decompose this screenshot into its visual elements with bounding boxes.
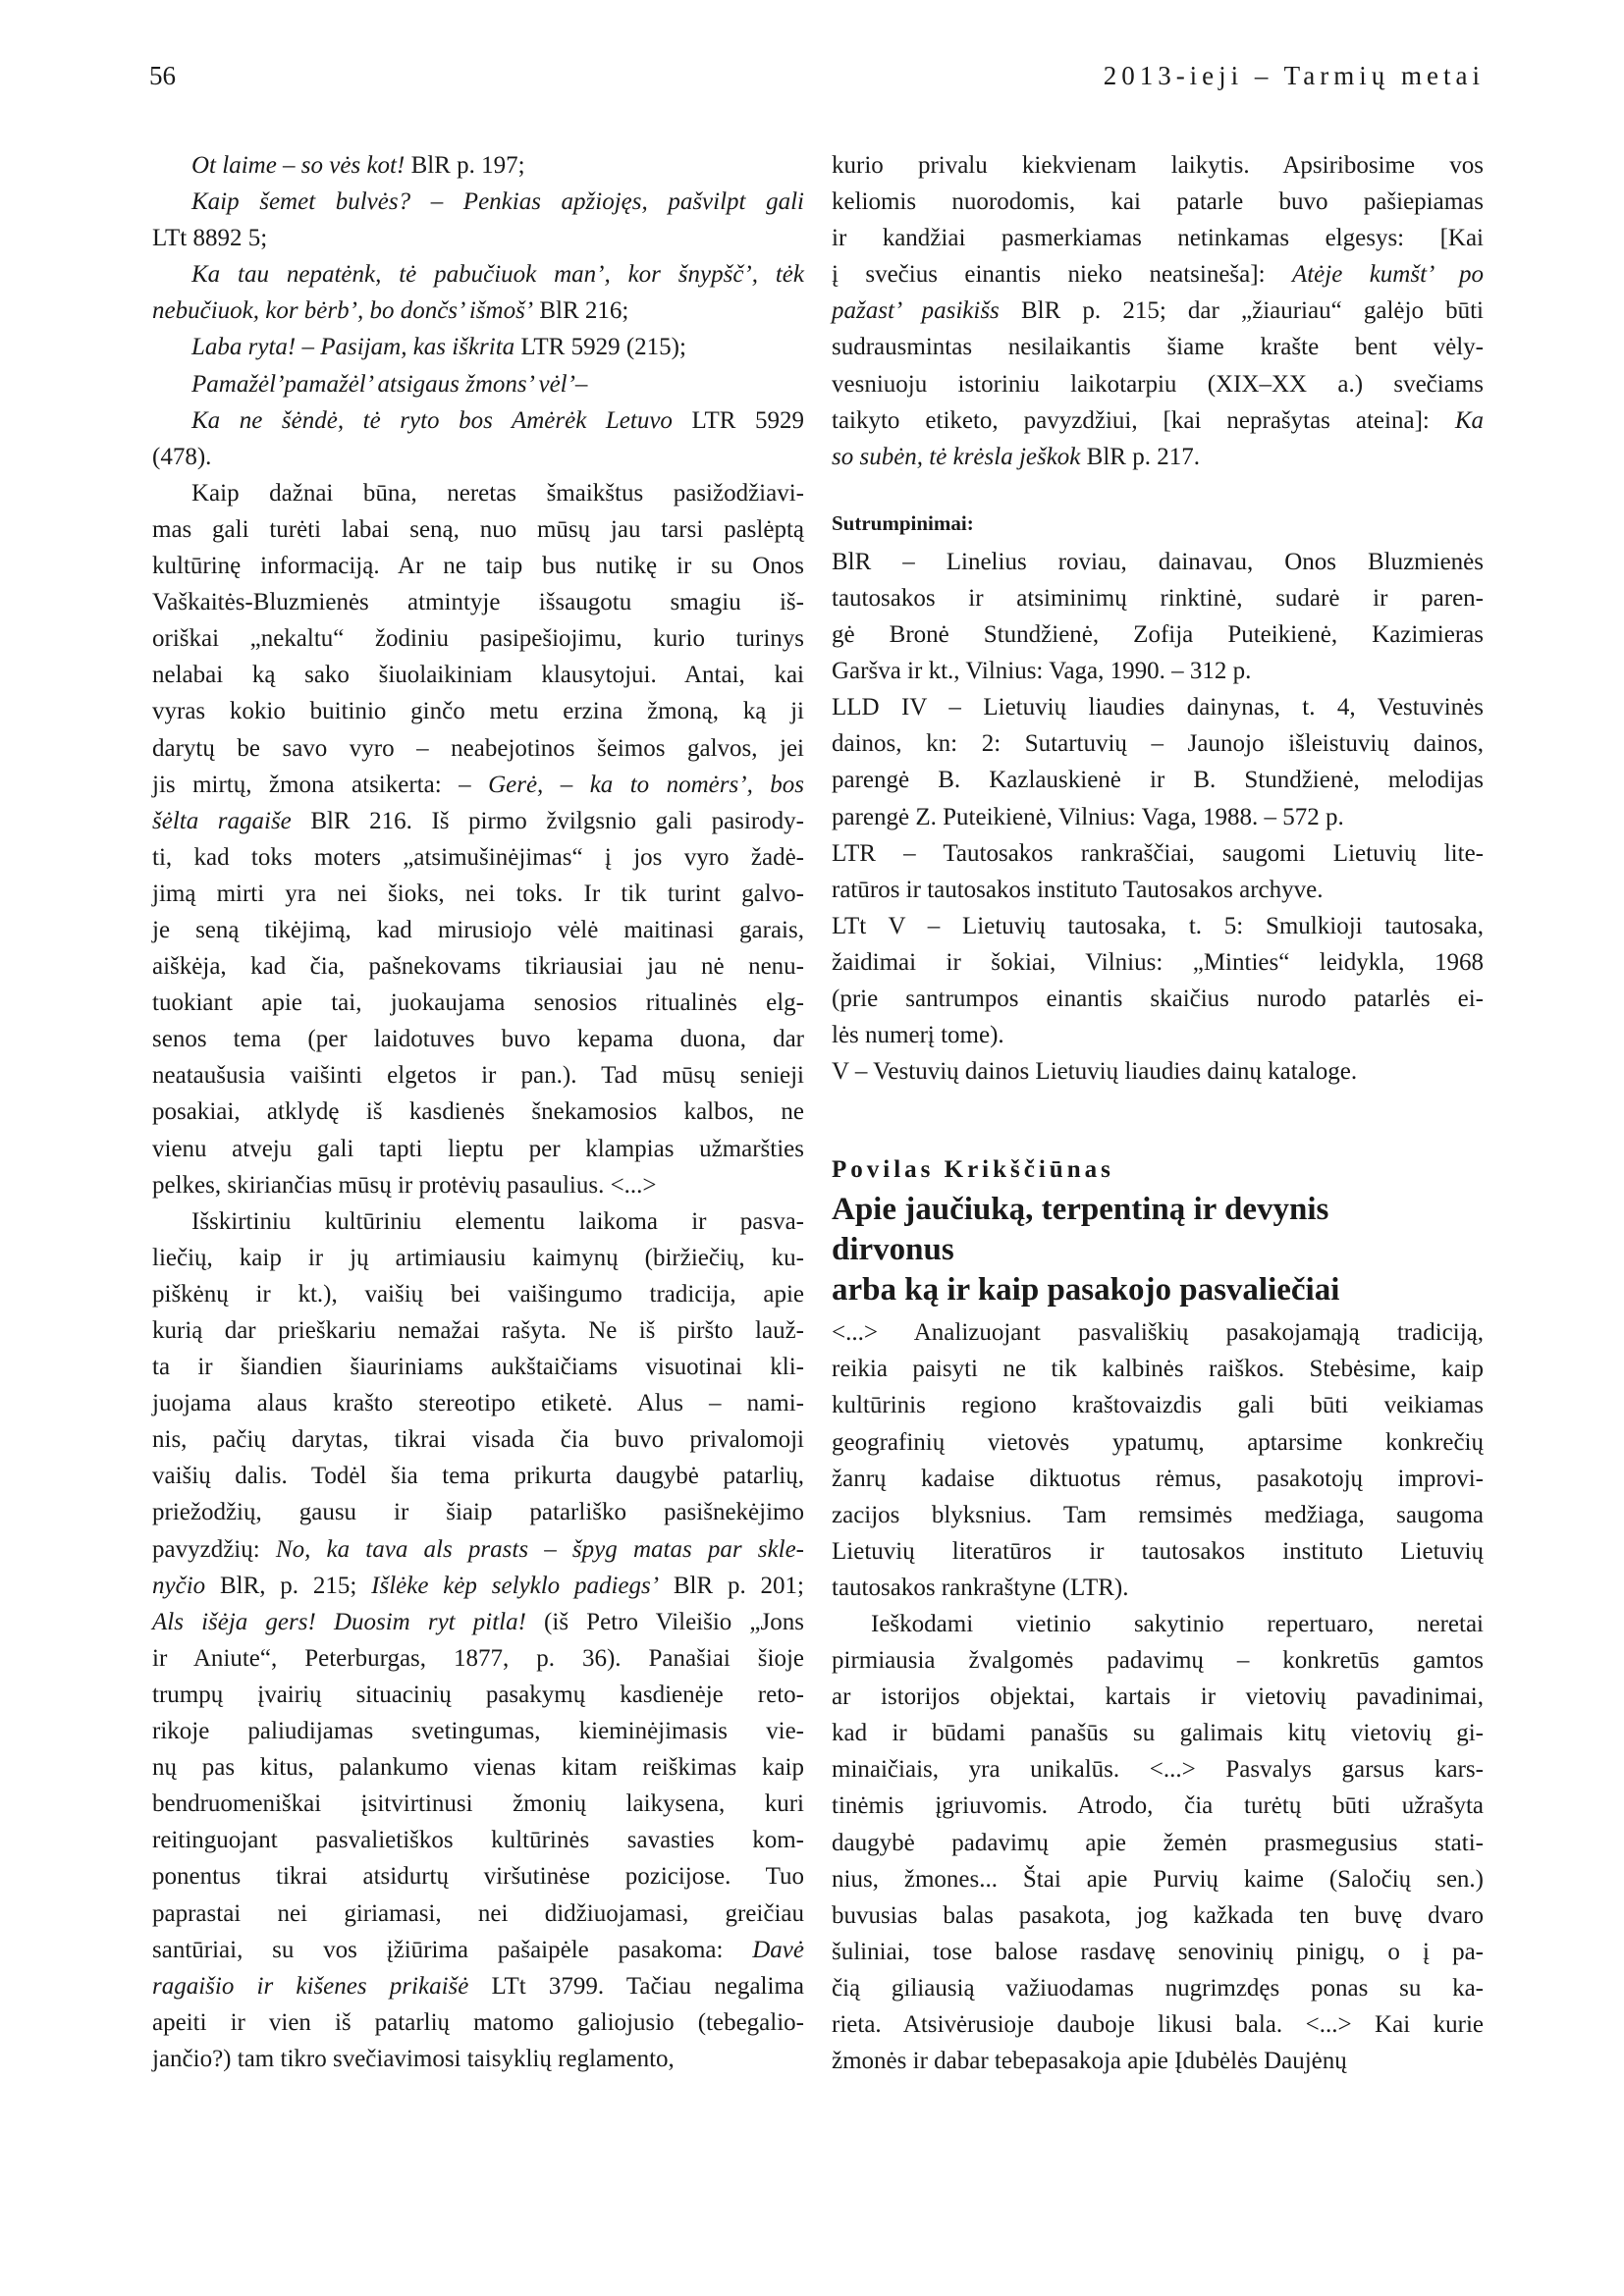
text-line: LTR – Tautosakos rankraščiai, saugomi Lietuvių lite- [832,839,1484,867]
text-line: ar istorijos objektai, kartais ir vietovių pavadinimai, [832,1683,1484,1711]
text-line: gė Bronė Stundžienė, Zofija Puteikienė, Kazimieras [832,621,1484,649]
text-line: (prie santrumpos einantis skaičius nurodo patarlės ei- [832,985,1484,1012]
proverb-item [152,366,804,402]
body-paragraph [152,1203,804,2077]
text-line: kultūrinę informaciją. Ar ne taip bus nutikę ir su Onos [152,553,804,580]
text-line: tautosakos ir atsiminimų rinktinė, sudarė ir paren- [832,584,1484,612]
text-line: rieta. Atsivėrusioje dauboje likusi bala. <...> Kai kurie [832,2011,1484,2039]
text-line: (478). [152,443,212,470]
text-line: reikia paisyti ne tik kalbinės raiškos. Stebėsime, kaip [832,1356,1484,1383]
text-line: Vaškaitės-Bluzmienės atmintyje išsaugotu smagiu iš- [152,589,804,616]
text-line: Pamažėl’pamažėl’ atsigaus žmons’ vėl’– [191,370,588,398]
text-line: Laba ryta! – Pasijam, kas iškrita LTR 5929 (215); [191,334,686,361]
text-line: lės numerį tome). [832,1022,1004,1049]
text-line: priežodžių, gausu ir šiaip patarliško pasišnekėjimo [152,1499,804,1526]
text-line: Garšva ir kt., Vilnius: Vaga, 1990. – 312 p. [832,658,1252,685]
text-line: buvusias balas pasakota, jog kažkada ten buvę dvaro [832,1901,1484,1929]
text-line: posakiai, atklydę iš kasdienės šnekamosios kalbos, ne [152,1098,804,1126]
text-line: kurią dar prieškariu nemažai rašyta. Ne iš piršto lauž- [152,1317,804,1344]
abbreviations-list [832,544,1484,1090]
body-paragraph [832,1314,1484,1606]
body-paragraph [832,147,1484,475]
text-line: darytų be savo vyro – neabejotinos šeimos galvos, jei [152,734,804,762]
text-line: Ieškodami vietinio sakytinio repertuaro, neretai [871,1611,1484,1637]
text-line: Ka ne šėndė, tė ryto bos Amėrėk Letuvo LTR 5929 [191,406,805,434]
text-line: pirmiausia žvalgomės padavimų – konkretūs gamtos [832,1647,1484,1675]
abbreviation-entry [832,835,1484,908]
text-line: vienu atveju gali tapti lieptu per klampias užmaršties [152,1135,804,1162]
text-line: je seną tikėjimą, kad mirusiojo vėlė maitinasi garais, [152,916,804,943]
proverb-item [152,184,804,256]
proverb-item [152,329,804,365]
proverb-item [152,402,804,475]
text-line: ir Aniute“, Peterburgas, 1877, p. 36). Panašiai šioje [152,1644,804,1672]
text-line: šuliniai, tose balose rasdavę senovinių pinigų, o į pa- [832,1938,1484,1965]
text-line: kurio privalu kiekvienam laikytis. Apsiribosime vos [832,152,1484,179]
text-line: vyras kokio buitinio ginčo metu erzina žmoną, ką ji [152,698,804,725]
text-line: kad ir būdami panašūs su galimais kitų vietovių gi- [832,1720,1484,1747]
text-line: minaičiais, yra unikalūs. <...> Pasvalys garsus kars- [832,1756,1484,1784]
proverb-item [152,147,804,184]
text-line: nebučiuok, kor bėrb’, bo dončs’ išmoš’ BlR 216; [152,297,629,325]
text-line: taikyto etiketo, pavyzdžiui, [kai neprašytas ateina]: Ka [832,406,1484,434]
text-line: nius, žmones... Štai apie Purvių kaime (Saločių sen.) [832,1865,1484,1893]
text-line: Ka tau nepatėnk, tė pabučiuok man’, kor šnypšč’, tėk [191,261,804,289]
title-line: Apie jaučiuką, terpentiną ir devynis [832,1192,1329,1228]
text-line: LTt 8892 5; [152,225,268,252]
continuation-paragraph [832,147,1484,475]
text-line: pavyzdžių: No, ka tava als prasts – špyg matas par skle- [152,1535,804,1563]
text-line: Ot laime – so vės kot! BlR p. 197; [191,152,525,179]
page-number: 56 [149,61,176,90]
article-body [832,1314,1484,2079]
text-line: trumpų įvairių situacinių pasakymų kasdienėje reto- [152,1681,804,1708]
text-line: oriškai „nekaltu“ žodiniu pasipešiojimu, kurio turinys [152,625,804,653]
abbreviation-entry [832,1053,1484,1090]
abbreviation-entry [832,544,1484,689]
body-paragraph [832,1606,1484,2079]
text-line: dainos, kn: 2: Sutartuvių – Jaunojo išleistuvių dainos, [832,730,1484,758]
text-line: parengė Z. Puteikienė, Vilnius: Vaga, 1988. – 572 p. [832,803,1344,830]
text-line: čią giliausią važiuodamas nugrimzdęs ponas su ka- [832,1974,1484,2002]
title-line: arba ką ir kaip pasakojo pasvaliečiai [832,1272,1340,1308]
text-line: į svečius einantis nieko neatsineša]: Atėje kumšt’ po [832,261,1485,289]
text-line: santūriai, su vos įžiūrima pašaipėle pasakoma: Davė [152,1936,804,1963]
right-column [832,147,1484,2079]
text-line: tautosakos rankraštyne (LTR). [832,1574,1129,1601]
text-line: Als išėja gers! Duosim ryt pitla! (iš Petro Vileišio „Jons [152,1608,804,1635]
text-line: V – Vestuvių dainos Lietuvių liaudies dainų kataloge. [832,1058,1358,1086]
text-line: žaidimai ir šokiai, Vilnius: „Minties“ leidykla, 1968 [832,948,1484,976]
abbreviations-heading: Sutrumpinimai: [832,510,974,535]
text-line: jimą mirti yra nei šioks, nei toks. Ir tik turint galvo- [152,880,804,907]
text-line: piškėnų ir kt.), vaišių bei vaišingumo tradicija, apie [152,1280,804,1308]
running-head [149,61,1485,100]
text-line: ta ir šiandien šiauriniams aukštaičiams visuotinai kli- [152,1354,804,1381]
text-line: senos tema (per laidotuves buvo kepama duona, dar [152,1026,804,1053]
text-line: so subėn, tė krėsla ješkok BlR p. 217. [832,443,1200,470]
text-line: keliomis nuorodomis, kai patarle buvo pašiepiamas [832,188,1484,216]
text-line: žmonės ir dabar tebepasakoja apie Įdubėlės Daujėnų [832,2048,1347,2075]
text-line: ponentus tikrai atsidurtų viršutinėse pozicijose. Tuo [152,1863,804,1891]
text-line: parengė B. Kazlauskienė ir B. Stundžienė, melodijas [832,767,1484,794]
text-line: reitinguojant pasvalietiškos kultūrinės savasties kom- [152,1827,804,1854]
text-line: Kaip šemet bulvės? – Penkias apžiojęs, pašvilpt gali [191,188,804,216]
text-line: Kaip dažnai būna, neretas šmaikštus pasižodžiavi- [191,479,804,507]
text-line: geografinių vietovės ypatumų, aptarsime konkrečių [832,1428,1484,1456]
text-line: vaišių dalis. Todėl šia tema prikurta daugybė patarlių, [152,1463,804,1490]
text-line: ir kandžiai pasmerkiamas netinkamas elgesys: [Kai [832,225,1484,252]
text-line: žanrų kadaise diktuotus rėmus, pasakotojų improvi- [832,1465,1484,1492]
abbreviation-entry [832,908,1484,1053]
text-line: LLD IV – Lietuvių liaudies dainynas, t. 4, Vestuvinės [832,694,1484,721]
text-line: kultūrinis regiono kraštovaizdis gali būti veikiamas [832,1392,1484,1419]
text-line: mas gali turėti labai seną, nuo mūsų jau tarsi paslėptą [152,515,804,543]
text-line: nis, pačių darytas, tikrai visada čia buvo privalomoji [152,1426,804,1454]
text-line: aiškėja, kad čia, pašnekovams tikriausiai jau nė nenu- [152,953,804,981]
body-paragraph [152,475,804,1203]
text-line: pelkes, skiriančias mūsų ir protėvių pasaulius. <...> [152,1171,657,1199]
text-line: daugybė padavimų apie žemėn prasmegusius stati- [832,1829,1484,1856]
text-line: ragaišio ir kišenes prikaišė LTt 3799. Tačiau negalima [152,1972,804,2000]
text-line: liečių, kaip ir jų artimiausiu kaimynų (biržiečių, ku- [152,1244,804,1271]
text-line: tuokiant apie tai, juokaujama senosios ritualinės elg- [152,989,804,1017]
text-line: šėlta ragaiše BlR 216. Iš pirmo žvilgsnio gali pasirody- [152,807,804,834]
proverb-list [152,147,804,475]
text-line: ti, kad toks moters „atsimušinėjimas“ į jos vyro žadė- [152,843,804,871]
text-line: vesniuoju istoriniu laikotarpiu (XIX–XX a.) svečiams [832,370,1484,398]
text-line: <...> Analizuojant pasvališkių pasakojamąją tradiciją, [832,1319,1484,1347]
text-line: ratūros ir tautosakos instituto Tautosakos archyve. [832,876,1324,903]
text-line: BlR – Linelius roviau, dainavau, Onos Bluzmienės [832,548,1484,575]
title-line: dirvonus [832,1232,954,1268]
text-line: bendruomeniškai įsitvirtinusi žmonių laikysena, kuri [152,1790,804,1818]
text-line: sudrausmintas nesilaikantis šiame krašte bent vėly- [832,334,1484,361]
text-line: apeiti ir vien iš patarlių matomo galiojusio (tebegalio- [152,2008,804,2036]
abbreviation-entry [832,689,1484,834]
text-line: Lietuvių literatūros ir tautosakos instituto Lietuvių [832,1537,1484,1565]
text-line: nų pas kitus, palankumo vienas kitam reiškimas kaip [152,1754,804,1782]
left-body-text [152,475,804,2077]
text-line: nyčio BlR, p. 215; Išlėke kėp selyklo padiegs’ BlR p. 201; [152,1572,804,1599]
text-line: Išskirtiniu kultūriniu elementu laikoma ir pasva- [191,1207,804,1235]
article-title [832,1190,1484,1310]
text-line: nelabai ką sako šiuolaikiniam klausytojui. Antai, kai [152,662,804,689]
text-line: LTt V – Lietuvių tautosaka, t. 5: Smulkioji tautosaka, [832,912,1484,939]
text-line: tinėmis įgriuvomis. Atrodo, čia turėtų būti užrašyta [832,1792,1484,1820]
text-line: jančio?) tam tikro svečiavimosi taisyklių reglamento, [152,2045,675,2072]
proverb-item [152,256,804,329]
text-line: neataušusia vaišinti elgetos ir pan.). Tad mūsų senieji [152,1062,804,1090]
text-line: juojama alaus krašto stereotipo etiketė. Alus – nami- [152,1390,804,1417]
journal-title: 2013-ieji – Tarmių metai [1103,61,1485,90]
text-line: paprastai nei giriamasi, nei didžiuojamasi, greičiau [152,1899,804,1927]
text-line: pažast’ pasikišs BlR p. 215; dar „žiauriau“ galėjo būti [832,297,1484,325]
text-line: zacijos blyksnius. Tam remsimės medžiaga, saugoma [832,1501,1484,1528]
text-line: rikoje paliudijamas svetingumas, kieminėjimasis vie- [152,1718,804,1745]
text-line: jis mirtų, žmona atsikerta: – Gerė, – ka to nomėrs’, bos [152,771,804,798]
article-author: Povilas Krikščiūnas [832,1156,1114,1184]
left-column [152,147,804,2077]
